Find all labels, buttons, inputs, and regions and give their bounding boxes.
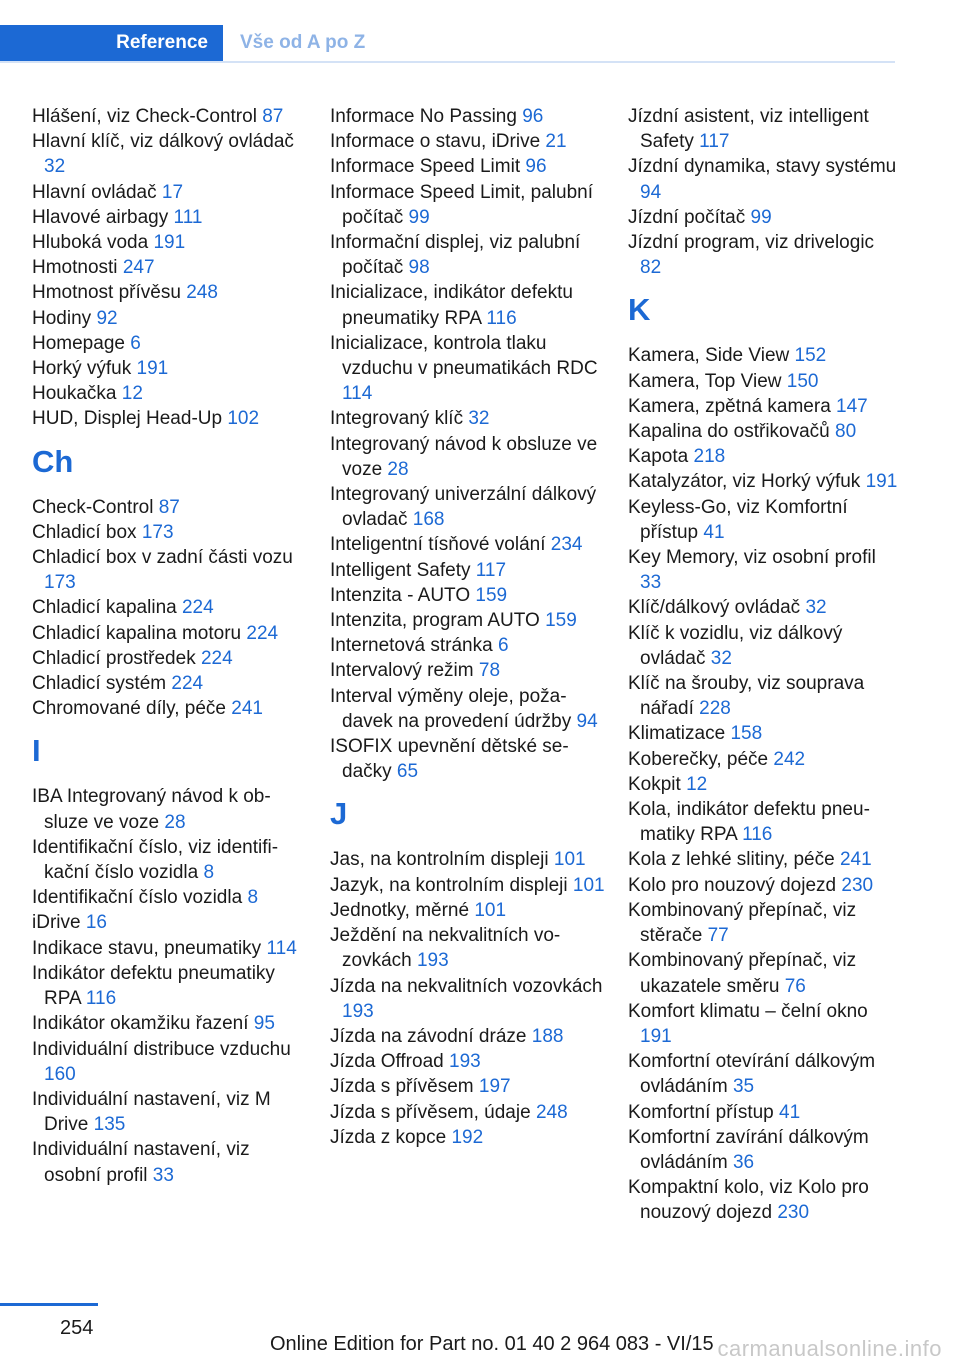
index-page-link[interactable]: 94 [640, 181, 662, 203]
index-entry [628, 469, 898, 494]
index-entry [330, 154, 605, 179]
index-entry-text: Kolo pro nouzový dojezd [628, 874, 837, 896]
index-page-link[interactable]: 218 [693, 446, 726, 468]
index-entry [32, 835, 307, 885]
index-entry-text: Jízdní dynamika, stavy systému [628, 156, 897, 178]
index-entry-text: Kapota [628, 446, 689, 468]
index-entry-text: Klíč/dálkový ovládač [628, 597, 801, 619]
index-entry [628, 230, 898, 280]
index-page-link[interactable]: 193 [342, 1000, 374, 1022]
index-entry-text: Intenzita - AUTO [330, 584, 471, 606]
index-page-link[interactable]: 150 [786, 370, 819, 392]
index-entry-text: Jednotky, měrné [330, 899, 470, 921]
index-page-link[interactable]: 99 [408, 206, 430, 228]
page-number: 254 [60, 1317, 94, 1339]
index-entry [32, 520, 307, 545]
index-page-link[interactable]: 193 [416, 950, 449, 972]
index-entry-text: Chladicí box v zadní části vozu [32, 547, 293, 569]
index-entry-text: Key Memory, viz osobní profil [628, 547, 876, 569]
index-entry [330, 923, 605, 973]
index-page-link[interactable]: 41 [779, 1101, 801, 1123]
index-page-link[interactable]: 114 [266, 937, 297, 959]
index-entry [628, 621, 898, 671]
index-entry [330, 873, 605, 898]
index-entry [628, 898, 898, 948]
index-entry-text: Jízdní počítač [628, 206, 746, 228]
index-entry-text: Koberečky, péče [628, 748, 769, 770]
index-page-link[interactable]: 28 [387, 458, 409, 480]
index-entry [32, 406, 307, 431]
index-entry [32, 230, 307, 255]
index-column-1 [32, 104, 307, 1188]
index-entry-text: Kamera, Side View [628, 345, 790, 367]
index-page-link[interactable]: 36 [732, 1151, 755, 1173]
edition-info: Online Edition for Part no. 01 40 2 964 083 - VI/15 [270, 1333, 714, 1355]
index-page-link[interactable]: 82 [640, 257, 662, 279]
index-entry [32, 180, 307, 205]
index-entry-text: Komfortní přístup [628, 1101, 774, 1123]
tab-reference[interactable]: Reference [0, 25, 223, 61]
index-entry-text: HUD, Displej Head-Up [32, 408, 223, 430]
index-entry-text: Kamera, Top View [628, 370, 782, 392]
index-entry-text: Interval výměny oleje, požadavek na provedení údržby [330, 685, 572, 732]
index-entry [628, 1175, 898, 1225]
index-entry [628, 797, 898, 847]
index-entry [330, 532, 605, 557]
index-letter-heading: K [628, 292, 651, 328]
index-entry [330, 1049, 605, 1074]
index-entry [330, 734, 605, 784]
index-entry-text: Kompaktní kolo, viz Kolo pro nouzový dojezd [628, 1177, 869, 1224]
index-page-link[interactable]: 32 [710, 647, 732, 669]
index-entry [330, 558, 605, 583]
index-entry-text: Kola, indikátor defektu pneumatiky RPA [628, 799, 870, 846]
index-page-link[interactable]: 224 [200, 647, 233, 669]
index-page-link[interactable]: 101 [572, 874, 605, 896]
index-entry [628, 154, 898, 204]
index-entry-text: IBA Integrovaný návod k obsluze ve voze [32, 786, 271, 833]
index-entry-text: Jízdní asistent, viz intelligent Safety [628, 106, 869, 153]
index-page-link[interactable]: 160 [44, 1063, 76, 1085]
index-page-link[interactable]: 28 [164, 811, 186, 833]
index-entry [330, 129, 605, 154]
index-entry-text: Keyless-Go, viz Komfortní přístup [628, 496, 848, 543]
index-entry [330, 633, 605, 658]
index-page-link[interactable]: 228 [699, 698, 731, 720]
index-page-link[interactable]: 12 [686, 773, 708, 795]
index-entry [32, 1137, 307, 1187]
index-entry [330, 608, 605, 633]
index-entry-text: Hlášení, viz Check-Control [32, 106, 257, 127]
index-page-link[interactable]: 65 [396, 761, 419, 783]
index-entry-text: Jízda z kopce [330, 1126, 447, 1148]
index-entry-text: Inicializace, indikátor defektu pneumatiky RPA [330, 282, 573, 329]
index-page-link[interactable]: 159 [475, 584, 508, 606]
index-page-link[interactable]: 114 [342, 383, 373, 405]
index-entry [628, 419, 898, 444]
index-page-link[interactable]: 248 [535, 1101, 568, 1123]
index-page-link[interactable]: 152 [794, 345, 827, 367]
index-entry-text: Jízda s přívěsem [330, 1076, 474, 1098]
index-page-link[interactable]: 80 [835, 421, 857, 443]
index-column-2 [330, 104, 605, 1150]
index-entry-text: Komfortní otevírání dálkovým ovládáním [628, 1051, 876, 1098]
index-page-link[interactable]: 78 [478, 660, 501, 682]
index-entry-text: Kombinovaný přepínač, viz ukazatele směru [628, 950, 857, 997]
index-entry-text: Klimatizace [628, 723, 726, 745]
tab-vse-od-a-po-z[interactable]: Vše od A po Z [240, 32, 366, 53]
index-entry-text: Identifikační číslo vozidla [32, 887, 243, 909]
index-entry [32, 595, 307, 620]
index-page-link[interactable]: 6 [130, 332, 141, 354]
index-entry-text: Hodiny [32, 307, 92, 329]
index-page-link[interactable]: 94 [576, 710, 598, 732]
index-entry [628, 671, 898, 721]
index-page-link[interactable]: 224 [181, 597, 214, 619]
index-page-link[interactable]: 41 [703, 521, 725, 543]
index-entry-text: Check-Control [32, 496, 154, 518]
index-entry [32, 936, 307, 961]
index-entry [32, 356, 307, 381]
index-entry-text: Hlavní ovládač [32, 181, 157, 203]
index-entry [628, 948, 898, 998]
header-divider [0, 61, 895, 63]
index-page-link[interactable]: 8 [247, 887, 259, 909]
index-page-link[interactable]: 230 [777, 1202, 810, 1224]
index-entry [330, 482, 605, 532]
watermark: carmanualsonline.info [717, 1336, 942, 1361]
index-page-link[interactable]: 8 [203, 862, 215, 884]
index-entry-text: Jízdní program, viz drivelogic [628, 232, 875, 254]
index-entry [330, 104, 605, 129]
index-entry [32, 1011, 307, 1036]
index-entry-text: Indikace stavu, pneumatiky [32, 937, 262, 959]
index-entry-text: Individuální distribuce vzduchu [32, 1038, 291, 1060]
index-page-link[interactable]: 87 [158, 496, 180, 518]
index-page-link[interactable]: 241 [839, 849, 872, 871]
index-entry-text: Informace o stavu, iDrive [330, 131, 541, 153]
index-page-link[interactable]: 33 [152, 1164, 174, 1186]
index-page-link[interactable]: 92 [96, 307, 118, 329]
index-entry-text: Informace No Passing [330, 106, 517, 127]
index-entry-text: Jízda na závodní dráze [330, 1025, 527, 1047]
index-entry [628, 545, 898, 595]
index-entry-text: Chladicí box [32, 521, 137, 543]
index-page-link[interactable]: 98 [408, 257, 430, 279]
index-entry-text: Identifikační číslo, viz identifikační číslo vozidla [32, 836, 279, 884]
index-entry-text: Intervalový režim [330, 660, 474, 682]
index-page-link[interactable]: 234 [550, 534, 583, 556]
index-entry-text: Chladicí prostředek [32, 647, 196, 669]
index-page-link[interactable]: 191 [153, 232, 186, 254]
index-entry [628, 495, 898, 545]
index-entry-text: iDrive [32, 912, 81, 934]
index-page-link[interactable]: 32 [805, 597, 827, 619]
index-entry [330, 180, 605, 230]
index-entry-text: Integrovaný univerzální dálkový ovladač [330, 484, 597, 531]
index-entry-text: Integrovaný návod k obsluze ve voze [330, 433, 598, 480]
index-entry [628, 747, 898, 772]
index-entry-text: Kapalina do ostřikovačů [628, 421, 830, 443]
index-entry [32, 885, 307, 910]
index-entry [330, 974, 605, 1024]
index-entry [628, 873, 898, 898]
index-entry [32, 255, 307, 280]
index-page-link[interactable]: 116 [85, 988, 117, 1010]
index-entry [330, 1074, 605, 1099]
index-entry [330, 583, 605, 608]
index-page-link[interactable]: 32 [44, 156, 66, 178]
index-entry [330, 230, 605, 280]
index-page-link[interactable]: 193 [449, 1051, 481, 1073]
index-entry-text: Ježdění na nekvalitních vozovkách [330, 925, 561, 972]
index-entry [32, 621, 307, 646]
index-entry-text: Intelligent Safety [330, 559, 471, 581]
index-page-link[interactable]: 101 [474, 899, 507, 921]
index-entry [628, 343, 898, 368]
index-entry [628, 394, 898, 419]
index-entry [330, 1024, 605, 1049]
index-page-link[interactable]: 6 [497, 635, 509, 657]
index-entry-text: Intenzita, program AUTO [330, 610, 540, 632]
index-entry [32, 205, 307, 230]
index-page-link[interactable]: 76 [784, 975, 806, 997]
index-page-link[interactable]: 168 [412, 509, 445, 531]
index-page-link[interactable]: 135 [93, 1114, 126, 1136]
index-letter-heading: J [330, 796, 348, 832]
index-page-link[interactable]: 12 [121, 383, 143, 405]
index-page-link[interactable]: 77 [707, 925, 729, 947]
index-entry-text: Jas, na kontrolním displeji [330, 849, 549, 871]
index-entry-text: Kola z lehké slitiny, péče [628, 849, 835, 871]
index-entry [330, 1125, 605, 1150]
index-entry [628, 721, 898, 746]
index-page-link[interactable]: 197 [478, 1076, 511, 1098]
index-entry [32, 961, 307, 1011]
index-entry [330, 331, 605, 407]
index-entry-text: Individuální nastavení, viz M Drive [32, 1088, 271, 1136]
index-page-link[interactable]: 33 [640, 572, 662, 594]
index-page-link[interactable]: 96 [522, 106, 544, 127]
index-entry [628, 1049, 898, 1099]
index-entry [330, 658, 605, 683]
index-entry-text: Informační displej, viz palubní počítač [330, 232, 581, 279]
index-entry [32, 280, 307, 305]
index-entry [32, 646, 307, 671]
index-page-link[interactable]: 111 [173, 206, 203, 228]
index-entry-text: Internetová stránka [330, 635, 493, 657]
index-entry-text: Kombinovaný přepínač, viz stěrače [628, 899, 857, 947]
index-entry-text: Informace Speed Limit, palubní počítač [330, 181, 593, 228]
index-entry-text: Kamera, zpětná kamera [628, 395, 831, 417]
index-page-link[interactable]: 147 [836, 395, 868, 417]
index-entry-text: Komfortní zavírání dálkovým ovládáním [628, 1126, 869, 1173]
index-entry-text: Jízda Offroad [330, 1051, 444, 1073]
index-page-link[interactable]: 224 [246, 622, 279, 644]
index-page-link[interactable]: 173 [141, 521, 174, 543]
index-entry-text: Chromované díly, péče [32, 698, 226, 720]
index-entry [628, 772, 898, 797]
index-entry-text: Hluboká voda [32, 232, 149, 254]
index-page-link[interactable]: 158 [730, 723, 763, 745]
header-bar [0, 25, 895, 63]
index-page-link[interactable]: 17 [161, 181, 184, 203]
index-entry [32, 696, 307, 721]
index-entry-text: ISOFIX upevnění dětské sedačky [330, 736, 569, 783]
index-entry-text: Inteligentní tísňové volání [330, 534, 546, 556]
index-entry-text: Hmotnosti [32, 257, 118, 279]
index-entry-text: Homepage [32, 332, 125, 354]
index-entry-text: Jízda s přívěsem, údaje [330, 1101, 531, 1123]
index-page-link[interactable]: 102 [227, 408, 260, 430]
index-entry-text: Chladicí kapalina [32, 597, 177, 619]
index-page-link[interactable]: 159 [545, 610, 577, 632]
index-entry [628, 847, 898, 872]
index-page-link[interactable]: 101 [553, 849, 586, 871]
index-entry [628, 999, 898, 1049]
index-entry [32, 495, 307, 520]
index-page-link[interactable]: 116 [486, 307, 517, 329]
index-entry-text: Houkačka [32, 383, 117, 405]
index-page-link[interactable]: 117 [475, 559, 507, 581]
index-entry-text: Individuální nastavení, viz osobní profil [32, 1139, 250, 1186]
index-page-link[interactable]: 191 [136, 358, 169, 380]
index-entry [32, 331, 307, 356]
index-page-link[interactable]: 224 [171, 673, 204, 695]
index-entry [32, 671, 307, 696]
index-entry [32, 1087, 307, 1137]
index-letter-heading: Ch [32, 443, 74, 479]
index-entry-text: Indikátor okamžiku řazení [32, 1013, 249, 1035]
index-page-link[interactable]: 116 [742, 824, 773, 846]
index-page-link[interactable]: 230 [841, 874, 874, 896]
index-entry-text: Hlavní klíč, viz dálkový ovládač [32, 131, 294, 153]
index-entry [628, 444, 898, 469]
index-page-link[interactable]: 247 [122, 257, 155, 279]
index-page-link[interactable]: 191 [640, 1025, 672, 1047]
index-entry [330, 684, 605, 734]
index-entry [628, 1125, 898, 1175]
index-entry [628, 595, 898, 620]
index-entry [330, 898, 605, 923]
index-entry [628, 369, 898, 394]
index-page-link[interactable]: 16 [85, 912, 107, 934]
index-page-link[interactable]: 248 [186, 282, 218, 304]
index-entry-text: Hlavové airbagy [32, 206, 169, 228]
index-entry-text: Klíč na šrouby, viz souprava nářadí [628, 673, 865, 720]
index-page-link[interactable]: 35 [732, 1076, 755, 1098]
index-entry [32, 1037, 307, 1087]
index-entry [32, 910, 307, 935]
index-entry-text: Komfort klimatu – čelní okno [628, 1000, 868, 1022]
index-entry-text: Katalyzátor, viz Horký výfuk [628, 471, 861, 493]
index-entry-text: Indikátor defektu pneumatiky RPA [32, 962, 275, 1010]
index-page-link[interactable]: 241 [231, 698, 263, 720]
index-entry [32, 784, 307, 834]
index-entry [330, 432, 605, 482]
index-entry-text: Inicializace, kontrola tlaku vzduchu v pneumatikách RDC [330, 332, 598, 380]
index-page-link[interactable]: 117 [699, 131, 730, 153]
index-page-link[interactable]: 99 [750, 206, 772, 228]
index-entry [628, 104, 898, 154]
index-page-link[interactable]: 95 [253, 1013, 275, 1035]
index-page-link[interactable]: 191 [865, 471, 898, 493]
index-entry-text: Integrovaný klíč [330, 408, 464, 430]
index-page-link[interactable]: 21 [545, 131, 567, 153]
index-entry [32, 545, 307, 595]
index-page-link[interactable]: 32 [468, 408, 490, 430]
index-entry-text: Jazyk, na kontrolním displeji [330, 874, 568, 896]
index-entry [32, 381, 307, 406]
index-page-link[interactable]: 242 [773, 748, 806, 770]
index-entry [330, 1100, 605, 1125]
index-entry [32, 129, 307, 179]
footer-divider [0, 1303, 98, 1306]
index-entry [330, 406, 605, 431]
index-entry-text: Jízda na nekvalitních vozovkách [330, 975, 603, 997]
index-entry [330, 847, 605, 872]
index-entry-text: Horký výfuk [32, 358, 132, 380]
index-letter-heading: I [32, 733, 41, 769]
index-page-link[interactable]: 96 [525, 156, 547, 178]
index-page-link[interactable]: 173 [44, 572, 76, 594]
index-entry [32, 104, 307, 129]
index-entry-text: Chladicí systém [32, 673, 167, 695]
index-entry [628, 205, 898, 230]
index-entry-text: Hmotnost přívěsu [32, 282, 181, 304]
index-entry-text: Kokpit [628, 773, 681, 795]
index-page-link[interactable]: 188 [531, 1025, 564, 1047]
index-entry [330, 280, 605, 330]
index-entry [628, 1100, 898, 1125]
index-entry-text: Chladicí kapalina motoru [32, 622, 242, 644]
index-page-link[interactable]: 87 [262, 106, 284, 127]
index-entry-text: Informace Speed Limit [330, 156, 521, 178]
index-entry-text: Klíč k vozidlu, viz dálkový ovládač [628, 622, 843, 669]
index-entry [32, 306, 307, 331]
index-column-3 [628, 104, 898, 1226]
index-page-link[interactable]: 192 [451, 1126, 484, 1148]
